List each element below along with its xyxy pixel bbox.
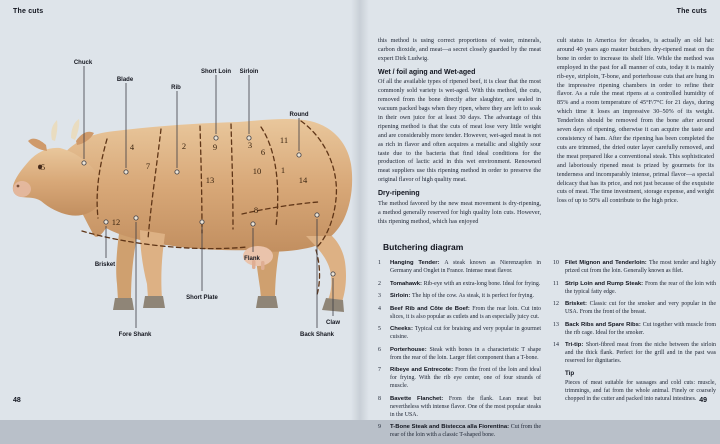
butcher-list-right — [553, 259, 716, 444]
cut-number: 9 — [212, 142, 218, 152]
butcher-item — [378, 325, 541, 341]
butcher-item-name: Hanging Tender: — [390, 260, 445, 266]
butcher-item — [553, 259, 716, 275]
butcher-item-text: Strip Loin and Rump Steak: From the rear of the loin with the typical fatty edge. — [565, 280, 716, 295]
butcher-item-number: 8 — [378, 395, 381, 402]
tip-text: Pieces of meat suitable for sausages and cold cuts: muscle, trimmings, and fat from the whole animal. Finely or coarsely chopped in the cutter and packed into natural intestines. — [565, 380, 716, 402]
butcher-item-name: Sirloin: — [390, 293, 412, 299]
butcher-item — [378, 280, 541, 288]
section-heading: Dry-ripening — [378, 190, 420, 198]
cow-ear-icon — [28, 139, 47, 151]
butcher-item-text: Tomahawk: Rib-eye with an extra-long bone. Ideal for frying. — [390, 280, 541, 287]
article-column-1 — [378, 37, 541, 226]
butcher-item-number: 1 — [378, 260, 381, 266]
butchering-heading: Butchering diagram — [383, 242, 464, 252]
cow-udder — [261, 261, 265, 270]
butcher-item-name: Bavette Flanchet: — [390, 395, 449, 402]
butcher-item-text: Cheeks: Typical cut for braising and very popular in gourmet cuisine. — [390, 326, 541, 340]
butcher-item — [378, 305, 541, 321]
butcher-item-number: 3 — [378, 293, 381, 299]
butcher-item-name: Back Ribs and Spare Ribs: — [565, 321, 643, 328]
butcher-list-columns — [378, 259, 716, 444]
butcher-item-text: Ribeye and Entrecote: From the front of the loin and ideal for frying. With the rib eye center, one of four strands of muscle. — [390, 367, 541, 389]
butcher-item-text: T-Bone Steak and Bistecca alla Fiorentina: Cut from the rear of the loin with a classic T-shaped bone. — [390, 424, 541, 438]
cut-number: 8 — [253, 205, 259, 215]
body-paragraph: this method is using correct proportions of water, minerals, carbon dioxide, and meat—a secret closely guarded by the meat expert Dirk Ludwig. — [378, 37, 541, 62]
page-gutter — [351, 0, 369, 420]
cut-number: 10 — [252, 166, 262, 176]
diagram-label: Chuck — [73, 60, 93, 66]
butcher-item-name: Ribeye and Entrecote: — [390, 367, 456, 373]
butcher-item — [553, 300, 716, 316]
butchering-diagram-section — [378, 242, 716, 444]
callout-anchor — [124, 170, 128, 174]
butcher-item-name: Porterhouse: — [390, 346, 430, 353]
butcher-item-name: Brisket: — [565, 301, 590, 307]
body-paragraph: Of all the available types of ripened beef, it is clear that the most commonly sold variety is wet-aged. With this method, the cuts, removed from the bone directly after slaughter, are sealed in vacuum packed bags when they ripen, where they are left to soak in their own juice for at least 30 days. The advantage of this ripening method is that the cuts of meat lose very little weight and are considerably more tender. However, wet-aged meat is not as rich in flavor and often acquires a metallic and slightly sour taste due to the bacteria that find ideal conditions for the production of lactic acid in this wet environment. Renowned meat suppliers use this ripening method in order to preserve the original flavor of high quality meat. — [378, 78, 541, 184]
diagram-label: Short Plate — [186, 295, 218, 301]
butcher-item-text: Porterhouse: Steak with bones in a characteristic T shape from the rear of the loin. Larger filet component than a T-bone. — [390, 346, 542, 361]
cow-body — [60, 119, 352, 252]
diagram-label: Back Shank — [299, 332, 335, 338]
cut-number: 11 — [279, 135, 289, 145]
cut-number: 4 — [129, 142, 135, 152]
butcher-item-text: Hanging Tender: A steak known as Nierenzapfen in Germany and Onglet in France. Intense meat flavor. — [390, 260, 541, 274]
butcher-item-text: Beef Rib and Côte de Boef: From the rear loin. Cut into slices, it is also popular as cutlets and is an especially juicy cut. — [390, 305, 541, 320]
diagram-label: Rib — [171, 85, 181, 91]
callout-anchor — [134, 216, 138, 220]
callout-anchor — [175, 170, 179, 174]
diagram-label: Fore Shank — [118, 332, 152, 338]
butcher-item — [553, 341, 716, 365]
butcher-item-name: Beef Rib and Côte de Boef: — [390, 305, 473, 312]
diagram-label: Sirloin — [239, 69, 259, 75]
butcher-item-name: Filet Mignon and Tenderloin: — [565, 260, 649, 266]
article-column-2 — [557, 37, 714, 206]
butcher-item-number: 5 — [378, 326, 381, 332]
diagram-label: Short Loin — [201, 69, 231, 75]
callout-anchor — [331, 272, 335, 276]
butcher-item-text: Brisket: Classic cut for the smoker and very popular in the USA. From the front of the breast. — [565, 301, 716, 315]
butcher-item-number: 4 — [378, 305, 381, 312]
butcher-item — [378, 395, 541, 419]
cut-number: 1 — [280, 165, 286, 175]
butcher-item-text: Sirloin: The hip of the cow. As steak, it is perfect for frying. — [390, 293, 534, 299]
butcher-item-number: 6 — [378, 346, 381, 353]
cow-horn-icon — [51, 120, 57, 141]
cut-number: 14 — [298, 175, 308, 185]
butcher-item-text: Bavette Flanchet: From the flank. Lean meat but nevertheless with intense flavor. One of the most popular steaks in the USA. — [390, 395, 541, 418]
cut-number: 12 — [111, 217, 121, 227]
body-paragraph: The method favored by the new meat movement is dry-ripening, a method generally reserved for high quality loin cuts. However, this ripening method, which has enjoyed — [378, 199, 541, 225]
page-number-left: 48 — [13, 397, 21, 404]
cow-diagram — [0, 0, 360, 420]
page-number-right: 49 — [699, 397, 707, 404]
cut-number: 6 — [260, 147, 266, 157]
butcher-item-number: 14 — [553, 342, 559, 348]
section-heading: Wet / foil aging and Wet-aged — [378, 68, 476, 76]
butcher-item-name: Tri-tip: — [565, 342, 586, 348]
butcher-item-number: 13 — [553, 321, 559, 328]
diagram-label: Blade — [116, 77, 134, 83]
butcher-item-number: 9 — [378, 424, 381, 430]
diagram-label: Claw — [325, 320, 341, 326]
cut-number: 7 — [145, 161, 151, 171]
cut-number: 2 — [181, 141, 187, 151]
cow-hoof-icon — [256, 296, 278, 308]
diagram-label: Round — [289, 112, 309, 118]
butcher-item-name: Strip Loin and Rump Steak: — [565, 280, 645, 287]
callout-anchor — [82, 161, 86, 165]
callout-anchor — [200, 220, 204, 224]
butcher-item-name: Tomahawk: — [390, 280, 424, 287]
butcher-item — [378, 366, 541, 390]
cut-number: 3 — [247, 140, 253, 150]
tip-heading: Tip — [565, 370, 575, 377]
butcher-item-number: 7 — [378, 367, 381, 373]
butcher-item-number: 11 — [553, 280, 559, 287]
running-header-left: The cuts — [13, 8, 44, 15]
butcher-item-name: Cheeks: — [390, 326, 415, 332]
callout-anchor — [297, 153, 301, 157]
cow-front-leg-near — [140, 230, 165, 298]
butcher-item — [378, 423, 541, 439]
butcher-item-text: Back Ribs and Spare Ribs: Cut together with muscle from the rib cage. Ideal for the smoker. — [565, 321, 716, 336]
cow-hoof-icon — [113, 298, 134, 310]
cut-number: 5 — [40, 162, 46, 172]
cow-muzzle — [13, 181, 31, 197]
cut-number: 13 — [205, 175, 215, 185]
butcher-item — [553, 321, 716, 337]
butcher-item-number: 10 — [553, 260, 559, 266]
callout-anchor — [315, 213, 319, 217]
butcher-item — [378, 259, 541, 275]
running-header-right: The cuts — [676, 8, 707, 15]
diagram-label: Brisket — [94, 262, 116, 268]
callout-anchor — [214, 136, 218, 140]
butcher-item-text: Filet Mignon and Tenderloin: The most tender and highly prized cut from the loin. Generally known as filet. — [565, 260, 716, 274]
cow-nostril — [17, 185, 20, 188]
callout-anchor — [251, 222, 255, 226]
butcher-list-left — [378, 259, 541, 444]
callout-anchor — [104, 220, 108, 224]
cow-horn-icon — [71, 119, 79, 140]
butcher-list-right-items — [553, 259, 716, 365]
diagram-label: Flank — [244, 256, 260, 262]
butcher-item — [378, 346, 541, 362]
butcher-item — [553, 280, 716, 296]
butcher-item — [378, 292, 541, 300]
butcher-item-text: Tri-tip: Short-fibred meat from the niche between the sirloin and the thick flank. Perfect for the grill and in the past was reserved for dignitaries. — [565, 342, 716, 364]
butcher-item-number: 2 — [378, 280, 381, 287]
butcher-item-number: 12 — [553, 301, 559, 307]
butcher-item-name: T-Bone Steak and Bistecca alla Fiorentina: — [390, 424, 511, 430]
cow-hoof-icon — [143, 296, 165, 308]
body-paragraph: cult status in America for decades, is actually an old hat: around 40 years ago master butchers dry-ripened meat on the bone in order to increase its shelf life. While the method was employed in the past for all manner of cuts, today it is mainly rib-eye, striploin, T-bone, and porterhouse cuts that are hung in the impressive ripening chambers in order to refine their flavor. As a rule the meat ripens at a controlled humidity of 85% and a room temperature of 45°F/7°C for 21 days, during which time it loses an impressive 30–50% of its weight. Tenderloin should be removed from the bone after around seven days of ripening, otherwise it can acquire the taste and consistency of ham. After the ripening has been completed the cuts are trimmed, the dried outer layer carefully removed, and the meat prepared like a conventional steak. This sophisticated and laboriously ripened meat is prized by gourmets for its tenderness and incomparably intense, primal flavor—a special delicacy that has its price, and not just because of the exquisite cuts of meat. The time investment, storage expense, and weight loss of up to 50% all contribute to the high price. — [557, 37, 714, 205]
